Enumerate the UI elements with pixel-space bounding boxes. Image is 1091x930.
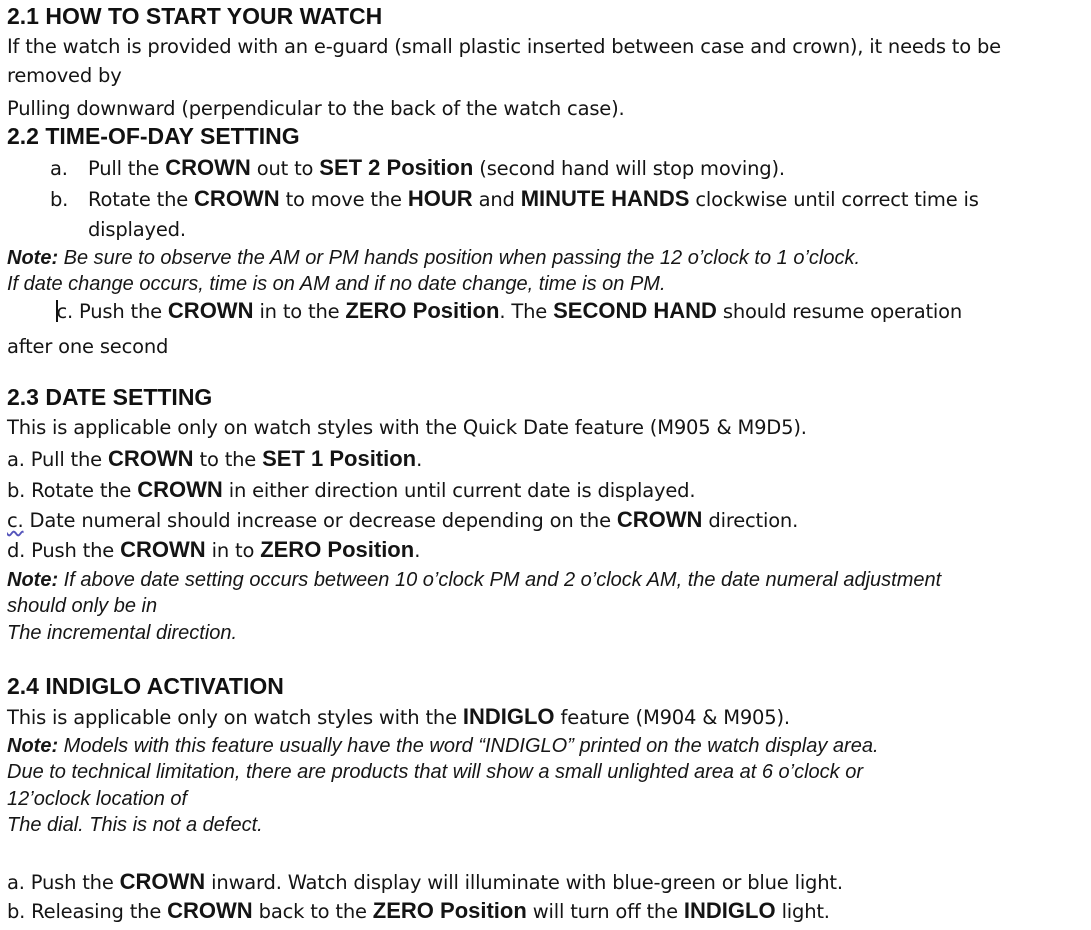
paragraph-line: removed by (7, 64, 122, 87)
note-2-4: Note: Models with this feature usually have the word “INDIGLO” printed on the watch display area. (7, 735, 879, 757)
list-item-continuation: displayed. (88, 218, 186, 241)
note-2-3-line: The incremental direction. (7, 622, 238, 644)
note-2-2: Note: Be sure to observe the AM or PM hands position when passing the 12 o’clock to 1 o’clock. (7, 247, 861, 269)
note-2-4-line: The dial. This is not a defect. (7, 814, 263, 836)
paragraph-line: This is applicable only on watch styles with the Quick Date feature (M905 & M9D5). (7, 416, 807, 439)
list-item-2-3-b: b. Rotate the CROWN in either direction until current date is displayed. (7, 477, 696, 502)
spellcheck-mark: c. (7, 509, 24, 532)
paragraph-line: This is applicable only on watch styles with the INDIGLO feature (M904 & M905). (7, 704, 790, 729)
note-2-2-line: If date change occurs, time is on AM and if no date change, time is on PM. (7, 273, 666, 295)
paragraph-line: If the watch is provided with an e-guard (small plastic inserted between case and crown), it needs to be (7, 35, 1001, 58)
list-item-2-3-a: a. Pull the CROWN to the SET 1 Position. (7, 446, 423, 471)
list-marker: b. (50, 188, 69, 211)
paragraph-line: Pulling downward (perpendicular to the back of the watch case). (7, 97, 625, 120)
list-item-2-4-a: a. Push the CROWN inward. Watch display will illuminate with blue-green or blue light. (7, 869, 843, 894)
list-item-2-2-b: b. Rotate the CROWN to move the HOUR and MINUTE HANDS clockwise until correct time is (50, 186, 979, 211)
list-item-2-4-b: b. Releasing the CROWN back to the ZERO Position will turn off the INDIGLO light. (7, 898, 830, 923)
heading-how-to-start: 2.1 HOW TO START YOUR WATCH (7, 3, 383, 29)
heading-date-setting: 2.3 DATE SETTING (7, 384, 213, 410)
note-2-4-line: 12’oclock location of (7, 788, 188, 810)
note-2-3-line: should only be in (7, 595, 158, 617)
list-item-2-3-d: d. Push the CROWN in to ZERO Position. (7, 537, 421, 562)
note-2-3: Note: If above date setting occurs between 10 o’clock PM and 2 o’clock AM, the date numeral adjustment (7, 569, 942, 591)
list-marker: a. (50, 157, 68, 180)
list-item-2-2-a: a. Pull the CROWN out to SET 2 Position (second hand will stop moving). (50, 155, 785, 180)
heading-time-of-day: 2.2 TIME-OF-DAY SETTING (7, 123, 300, 149)
heading-indiglo-activation: 2.4 INDIGLO ACTIVATION (7, 673, 284, 699)
list-item-continuation: after one second (7, 335, 169, 358)
list-item-2-2-c: c. Push the CROWN in to the ZERO Position. The SECOND HAND should resume operation (56, 298, 963, 323)
list-item-2-3-c: c. Date numeral should increase or decrease depending on the CROWN direction. (7, 507, 799, 532)
note-2-4-line: Due to technical limitation, there are products that will show a small unlighted area at 6 o’clock or (7, 761, 863, 783)
